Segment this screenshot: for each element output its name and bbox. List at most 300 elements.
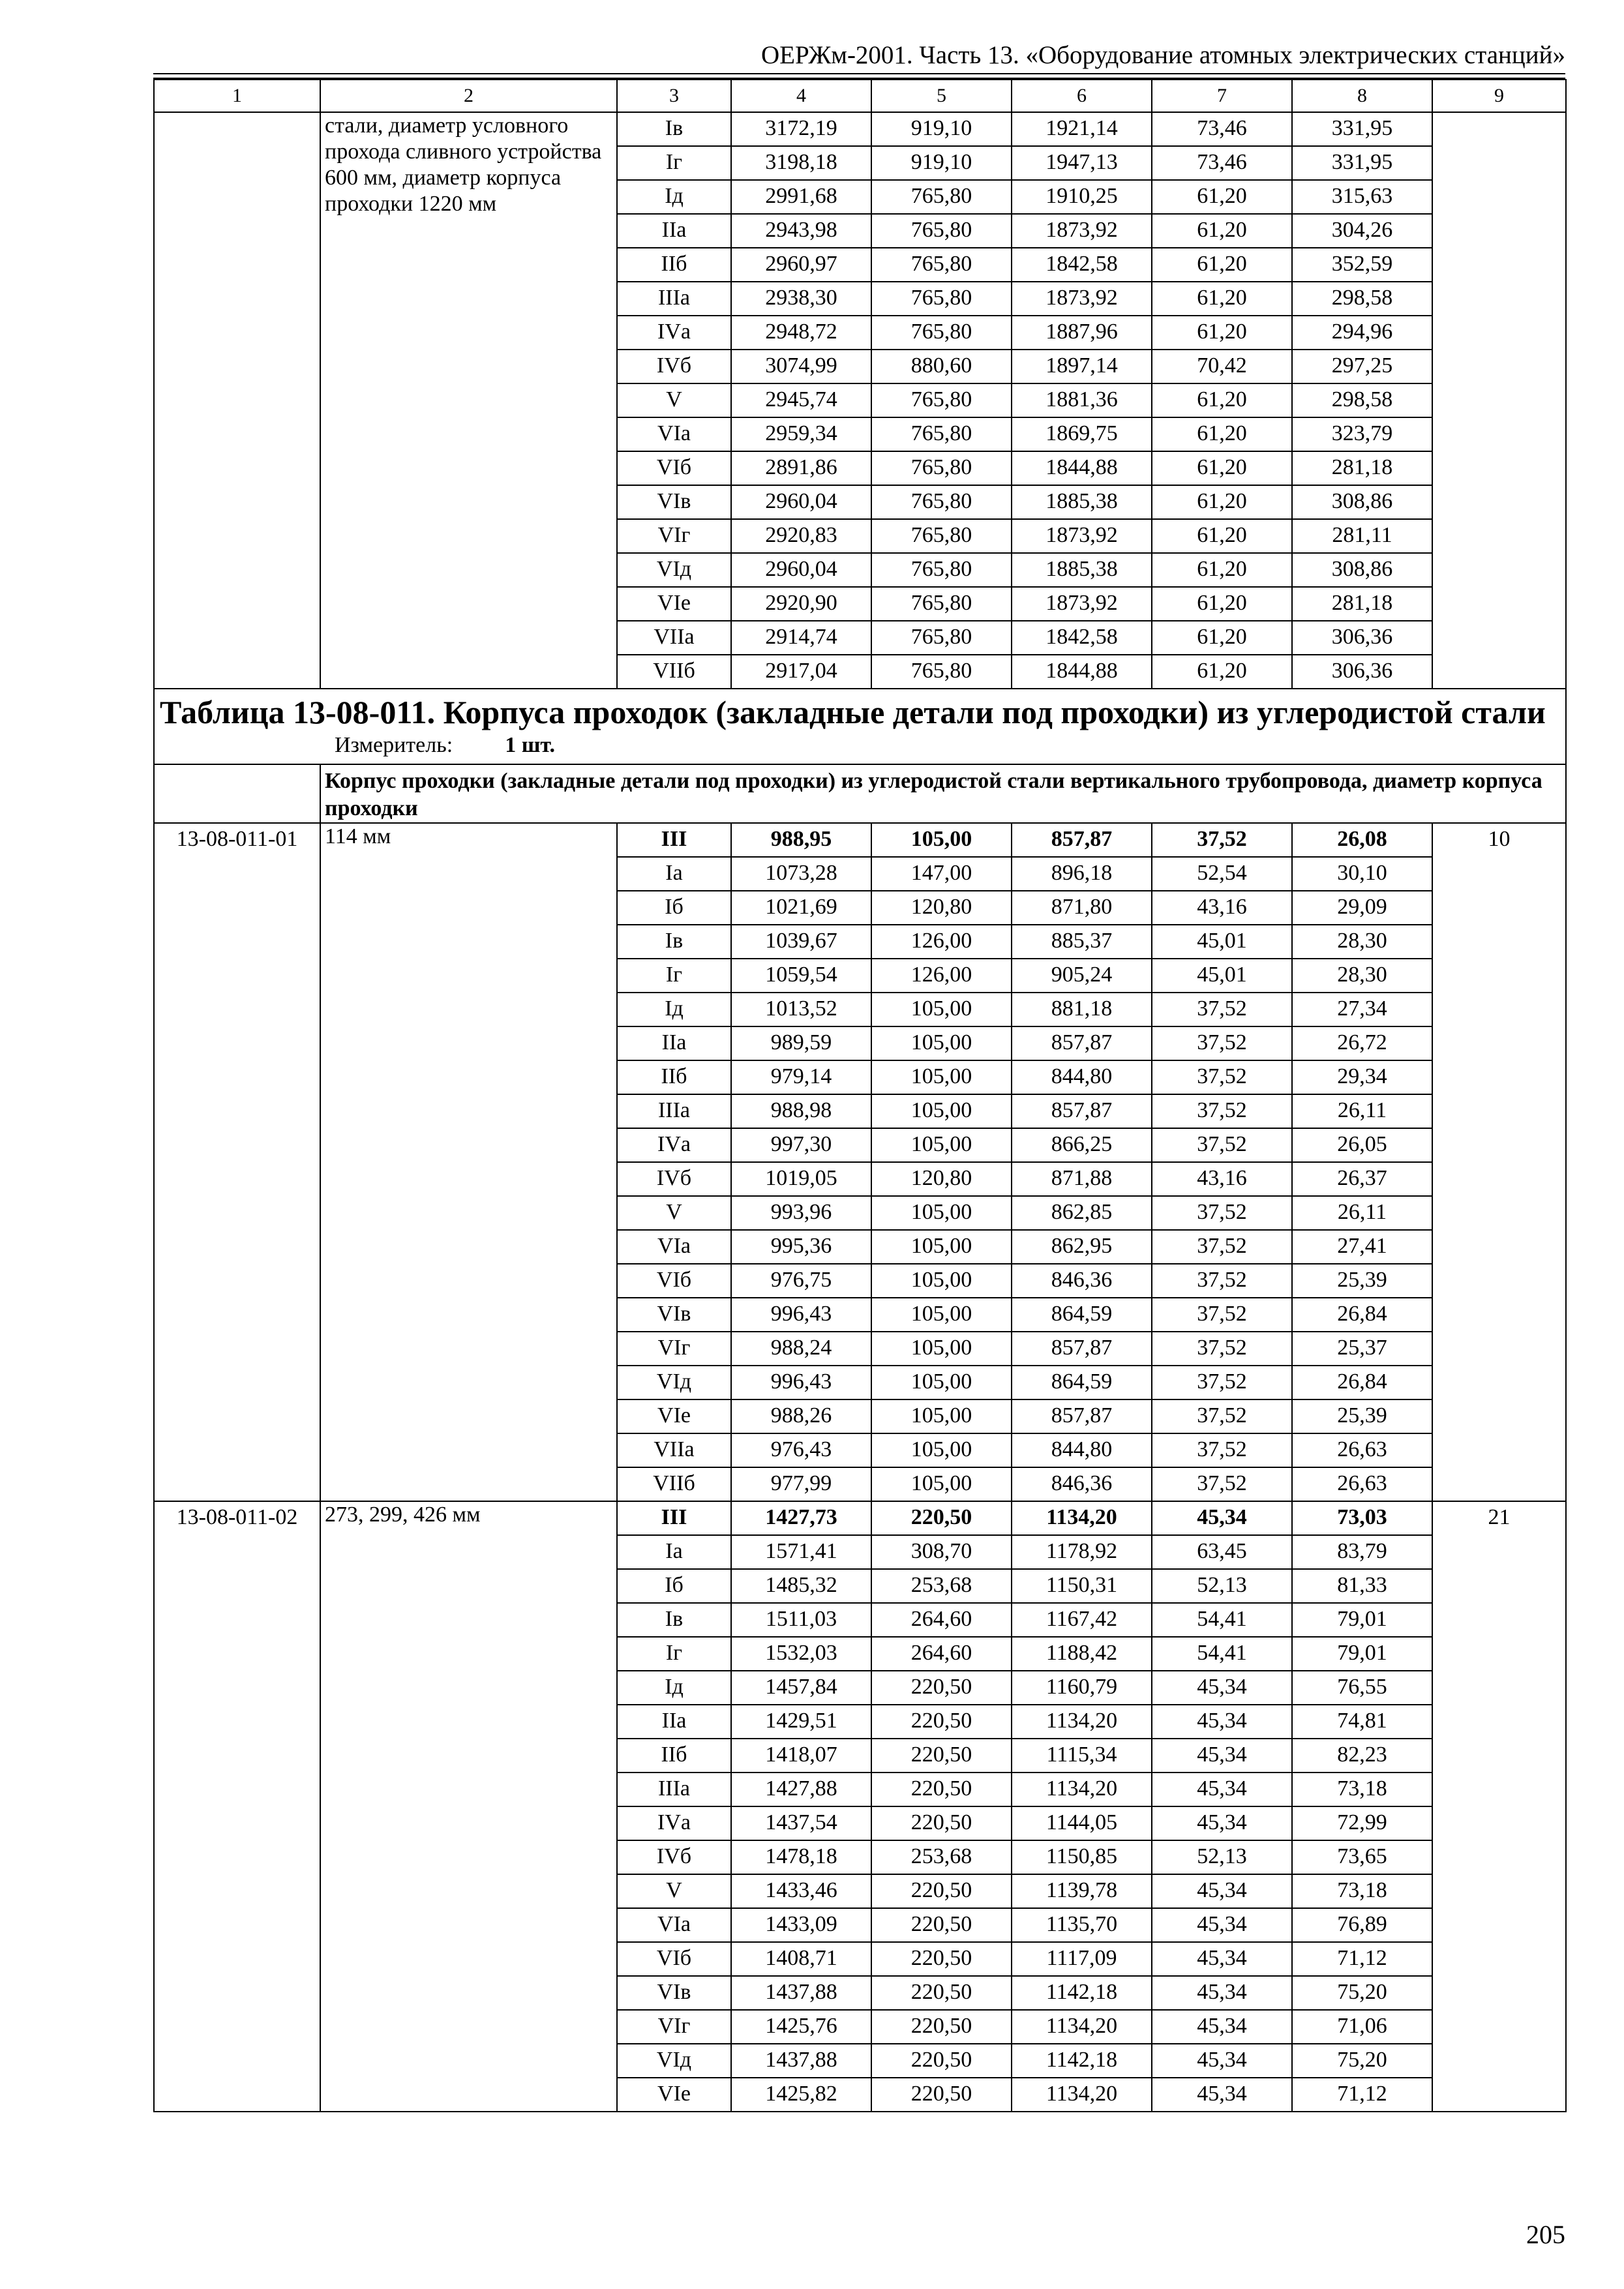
value-cell: 1947,13 xyxy=(1012,146,1152,180)
value-cell: 308,70 xyxy=(871,1535,1012,1569)
zone-cell: Iг xyxy=(617,146,731,180)
value-cell: 105,00 xyxy=(871,1332,1012,1366)
zone-cell: VIв xyxy=(617,485,731,519)
zone-cell: VIа xyxy=(617,417,731,451)
zone-cell: Iа xyxy=(617,857,731,891)
value-cell: 864,59 xyxy=(1012,1298,1152,1332)
value-cell: 298,58 xyxy=(1292,383,1432,417)
value-cell: 977,99 xyxy=(731,1467,871,1501)
value-cell: 45,34 xyxy=(1152,1942,1292,1976)
value-cell: 1073,28 xyxy=(731,857,871,891)
value-cell: 26,63 xyxy=(1292,1433,1432,1467)
value-cell: 988,26 xyxy=(731,1399,871,1433)
value-cell: 61,20 xyxy=(1152,451,1292,485)
value-cell: 61,20 xyxy=(1152,553,1292,587)
value-cell: 105,00 xyxy=(871,1128,1012,1162)
value-cell: 105,00 xyxy=(871,1433,1012,1467)
value-cell: 37,52 xyxy=(1152,993,1292,1026)
value-cell: 73,18 xyxy=(1292,1874,1432,1908)
value-cell: 844,80 xyxy=(1012,1060,1152,1094)
code-cell: 13-08-011-02 xyxy=(154,1501,320,2112)
value-cell: 220,50 xyxy=(871,1874,1012,1908)
value-cell: 1844,88 xyxy=(1012,451,1152,485)
value-cell: 765,80 xyxy=(871,553,1012,587)
zone-cell: VIб xyxy=(617,1264,731,1298)
value-cell: 37,52 xyxy=(1152,1467,1292,1501)
value-cell: 220,50 xyxy=(871,2044,1012,2078)
zone-cell: V xyxy=(617,1874,731,1908)
zone-cell: VIв xyxy=(617,1298,731,1332)
subheader-row xyxy=(154,764,1566,823)
col9-cell: 10 xyxy=(1432,823,1566,1501)
value-cell: 37,52 xyxy=(1152,1264,1292,1298)
value-cell: 995,36 xyxy=(731,1230,871,1264)
value-cell: 105,00 xyxy=(871,823,1012,857)
value-cell: 857,87 xyxy=(1012,1399,1152,1433)
value-cell: 45,34 xyxy=(1152,2044,1292,2078)
description-cell: 114 мм xyxy=(320,823,617,1501)
header-rule xyxy=(153,73,1565,74)
value-cell: 45,34 xyxy=(1152,1908,1292,1942)
value-cell: 37,52 xyxy=(1152,1128,1292,1162)
value-cell: 1150,85 xyxy=(1012,1840,1152,1874)
value-cell: 862,85 xyxy=(1012,1196,1152,1230)
value-cell: 2938,30 xyxy=(731,282,871,316)
value-cell: 1167,42 xyxy=(1012,1603,1152,1637)
value-cell: 25,39 xyxy=(1292,1264,1432,1298)
value-cell: 73,03 xyxy=(1292,1501,1432,1535)
value-cell: 1887,96 xyxy=(1012,316,1152,350)
value-cell: 52,54 xyxy=(1152,857,1292,891)
value-cell: 294,96 xyxy=(1292,316,1432,350)
value-cell: 105,00 xyxy=(871,1399,1012,1433)
value-cell: 880,60 xyxy=(871,350,1012,383)
value-cell: 1059,54 xyxy=(731,959,871,993)
value-cell: 45,34 xyxy=(1152,1501,1292,1535)
value-cell: 220,50 xyxy=(871,2078,1012,2112)
value-cell: 308,86 xyxy=(1292,485,1432,519)
value-cell: 988,24 xyxy=(731,1332,871,1366)
value-cell: 253,68 xyxy=(871,1840,1012,1874)
value-cell: 979,14 xyxy=(731,1060,871,1094)
zone-cell: VIIа xyxy=(617,1433,731,1467)
column-number: 8 xyxy=(1292,80,1432,112)
value-cell: 61,20 xyxy=(1152,248,1292,282)
value-cell: 45,34 xyxy=(1152,1874,1292,1908)
value-cell: 120,80 xyxy=(871,891,1012,925)
value-cell: 105,00 xyxy=(871,1196,1012,1230)
value-cell: 220,50 xyxy=(871,1806,1012,1840)
value-cell: 26,84 xyxy=(1292,1298,1432,1332)
zone-cell: Iд xyxy=(617,180,731,214)
value-cell: 765,80 xyxy=(871,383,1012,417)
value-cell: 1134,20 xyxy=(1012,2010,1152,2044)
value-cell: 2917,04 xyxy=(731,655,871,689)
column-number: 5 xyxy=(871,80,1012,112)
value-cell: 52,13 xyxy=(1152,1569,1292,1603)
zone-cell: IVб xyxy=(617,1162,731,1196)
value-cell: 220,50 xyxy=(871,2010,1012,2044)
value-cell: 306,36 xyxy=(1292,655,1432,689)
table-title: Таблица 13-08-011. Корпуса проходок (закладные детали под проходки) из углеродистой стали xyxy=(160,694,1546,730)
value-cell: 3198,18 xyxy=(731,146,871,180)
value-cell: 1457,84 xyxy=(731,1671,871,1705)
value-cell: 765,80 xyxy=(871,180,1012,214)
value-cell: 82,23 xyxy=(1292,1739,1432,1773)
value-cell: 765,80 xyxy=(871,214,1012,248)
value-cell: 26,37 xyxy=(1292,1162,1432,1196)
zone-cell: IIIа xyxy=(617,1094,731,1128)
value-cell: 25,39 xyxy=(1292,1399,1432,1433)
value-cell: 73,65 xyxy=(1292,1840,1432,1874)
value-cell: 857,87 xyxy=(1012,1332,1152,1366)
zone-cell: IIб xyxy=(617,248,731,282)
value-cell: 27,34 xyxy=(1292,993,1432,1026)
value-cell: 1485,32 xyxy=(731,1569,871,1603)
value-cell: 315,63 xyxy=(1292,180,1432,214)
code-cell: 13-08-011-01 xyxy=(154,823,320,1501)
value-cell: 61,20 xyxy=(1152,655,1292,689)
zone-cell: IIб xyxy=(617,1060,731,1094)
value-cell: 37,52 xyxy=(1152,1399,1292,1433)
zone-cell: IIIа xyxy=(617,1773,731,1806)
value-cell: 54,41 xyxy=(1152,1603,1292,1637)
value-cell: 919,10 xyxy=(871,146,1012,180)
value-cell: 866,25 xyxy=(1012,1128,1152,1162)
value-cell: 1873,92 xyxy=(1012,587,1152,621)
value-cell: 1142,18 xyxy=(1012,2044,1152,2078)
zone-cell: IIа xyxy=(617,214,731,248)
zone-cell: III xyxy=(617,823,731,857)
zone-cell: Iв xyxy=(617,925,731,959)
value-cell: 26,72 xyxy=(1292,1026,1432,1060)
value-cell: 29,34 xyxy=(1292,1060,1432,1094)
value-cell: 61,20 xyxy=(1152,417,1292,451)
value-cell: 105,00 xyxy=(871,1366,1012,1399)
value-cell: 70,42 xyxy=(1152,350,1292,383)
value-cell: 76,55 xyxy=(1292,1671,1432,1705)
column-number: 2 xyxy=(320,80,617,112)
zone-cell: VIв xyxy=(617,1976,731,2010)
zone-cell: V xyxy=(617,383,731,417)
zone-cell: IVа xyxy=(617,316,731,350)
value-cell: 61,20 xyxy=(1152,485,1292,519)
value-cell: 1429,51 xyxy=(731,1705,871,1739)
value-cell: 1418,07 xyxy=(731,1739,871,1773)
value-cell: 1134,20 xyxy=(1012,1501,1152,1535)
value-cell: 3172,19 xyxy=(731,112,871,146)
value-cell: 220,50 xyxy=(871,1501,1012,1535)
value-cell: 220,50 xyxy=(871,1773,1012,1806)
zone-cell: Iд xyxy=(617,1671,731,1705)
value-cell: 61,20 xyxy=(1152,282,1292,316)
value-cell: 1433,46 xyxy=(731,1874,871,1908)
value-cell: 61,20 xyxy=(1152,316,1292,350)
column-number: 3 xyxy=(617,80,731,112)
value-cell: 844,80 xyxy=(1012,1433,1152,1467)
value-cell: 37,52 xyxy=(1152,1196,1292,1230)
value-cell: 996,43 xyxy=(731,1366,871,1399)
zone-cell: Iв xyxy=(617,1603,731,1637)
value-cell: 264,60 xyxy=(871,1603,1012,1637)
zone-cell: IVа xyxy=(617,1128,731,1162)
value-cell: 45,34 xyxy=(1152,1671,1292,1705)
value-cell: 1478,18 xyxy=(731,1840,871,1874)
value-cell: 25,37 xyxy=(1292,1332,1432,1366)
value-cell: 73,46 xyxy=(1152,146,1292,180)
value-cell: 976,43 xyxy=(731,1433,871,1467)
value-cell: 988,95 xyxy=(731,823,871,857)
value-cell: 120,80 xyxy=(871,1162,1012,1196)
value-cell: 61,20 xyxy=(1152,180,1292,214)
zone-cell: V xyxy=(617,1196,731,1230)
value-cell: 105,00 xyxy=(871,1264,1012,1298)
value-cell: 61,20 xyxy=(1152,214,1292,248)
table-row xyxy=(154,112,1566,146)
measure-line xyxy=(335,731,1560,760)
value-cell: 308,86 xyxy=(1292,553,1432,587)
value-cell: 1511,03 xyxy=(731,1603,871,1637)
value-cell: 1571,41 xyxy=(731,1535,871,1569)
value-cell: 45,34 xyxy=(1152,1976,1292,2010)
subheader-cell: Корпус проходки (закладные детали под проходки) из углеродистой стали вертикального трубопровода, диаметр корпуса проходки xyxy=(320,764,1566,823)
zone-cell: VIб xyxy=(617,1942,731,1976)
value-cell: 37,52 xyxy=(1152,1332,1292,1366)
value-cell: 1134,20 xyxy=(1012,2078,1152,2112)
value-cell: 43,16 xyxy=(1152,1162,1292,1196)
zone-cell: Iг xyxy=(617,959,731,993)
value-cell: 1873,92 xyxy=(1012,282,1152,316)
value-cell: 26,11 xyxy=(1292,1196,1432,1230)
running-header: ОЕРЖм-2001. Часть 13. «Оборудование атомных электрических станций» xyxy=(761,41,1565,69)
value-cell: 281,18 xyxy=(1292,587,1432,621)
value-cell: 61,20 xyxy=(1152,587,1292,621)
zone-cell: VIа xyxy=(617,1908,731,1942)
column-number: 1 xyxy=(154,80,320,112)
value-cell: 52,13 xyxy=(1152,1840,1292,1874)
value-cell: 1437,88 xyxy=(731,1976,871,2010)
table-title-cell xyxy=(154,689,1566,764)
value-cell: 993,96 xyxy=(731,1196,871,1230)
value-cell: 996,43 xyxy=(731,1298,871,1332)
zone-cell: III xyxy=(617,1501,731,1535)
value-cell: 73,46 xyxy=(1152,112,1292,146)
value-cell: 304,26 xyxy=(1292,214,1432,248)
value-cell: 81,33 xyxy=(1292,1569,1432,1603)
value-cell: 988,98 xyxy=(731,1094,871,1128)
value-cell: 45,34 xyxy=(1152,2078,1292,2112)
value-cell: 1188,42 xyxy=(1012,1637,1152,1671)
value-cell: 220,50 xyxy=(871,1942,1012,1976)
value-cell: 306,36 xyxy=(1292,621,1432,655)
value-cell: 765,80 xyxy=(871,282,1012,316)
value-cell: 105,00 xyxy=(871,1094,1012,1128)
value-cell: 73,18 xyxy=(1292,1773,1432,1806)
value-cell: 37,52 xyxy=(1152,823,1292,857)
value-cell: 28,30 xyxy=(1292,925,1432,959)
zone-cell: Iв xyxy=(617,112,731,146)
value-cell: 765,80 xyxy=(871,451,1012,485)
value-cell: 2945,74 xyxy=(731,383,871,417)
value-cell: 1021,69 xyxy=(731,891,871,925)
value-cell: 1869,75 xyxy=(1012,417,1152,451)
value-cell: 352,59 xyxy=(1292,248,1432,282)
value-cell: 72,99 xyxy=(1292,1806,1432,1840)
value-cell: 220,50 xyxy=(871,1976,1012,2010)
value-cell: 765,80 xyxy=(871,655,1012,689)
zone-cell: VIIб xyxy=(617,655,731,689)
zone-cell: Iа xyxy=(617,1535,731,1569)
value-cell: 1437,54 xyxy=(731,1806,871,1840)
value-cell: 61,20 xyxy=(1152,621,1292,655)
value-cell: 37,52 xyxy=(1152,1298,1292,1332)
value-cell: 997,30 xyxy=(731,1128,871,1162)
value-cell: 71,12 xyxy=(1292,2078,1432,2112)
value-cell: 2960,97 xyxy=(731,248,871,282)
value-cell: 1160,79 xyxy=(1012,1671,1152,1705)
value-cell: 220,50 xyxy=(871,1671,1012,1705)
value-cell: 846,36 xyxy=(1012,1467,1152,1501)
value-cell: 45,01 xyxy=(1152,925,1292,959)
zone-cell: IIIа xyxy=(617,282,731,316)
value-cell: 105,00 xyxy=(871,993,1012,1026)
value-cell: 2960,04 xyxy=(731,553,871,587)
zone-cell: IIб xyxy=(617,1739,731,1773)
value-cell: 2991,68 xyxy=(731,180,871,214)
zone-cell: Iг xyxy=(617,1637,731,1671)
value-cell: 45,34 xyxy=(1152,1773,1292,1806)
value-cell: 45,34 xyxy=(1152,1705,1292,1739)
value-cell: 220,50 xyxy=(871,1739,1012,1773)
estimate-table xyxy=(153,79,1567,2112)
value-cell: 43,16 xyxy=(1152,891,1292,925)
value-cell: 1842,58 xyxy=(1012,621,1152,655)
value-cell: 1873,92 xyxy=(1012,214,1152,248)
value-cell: 105,00 xyxy=(871,1467,1012,1501)
table-row xyxy=(154,823,1566,857)
value-cell: 1437,88 xyxy=(731,2044,871,2078)
zone-cell: Iб xyxy=(617,891,731,925)
value-cell: 857,87 xyxy=(1012,1094,1152,1128)
zone-cell: VIг xyxy=(617,2010,731,2044)
value-cell: 105,00 xyxy=(871,1060,1012,1094)
value-cell: 26,11 xyxy=(1292,1094,1432,1128)
value-cell: 2891,86 xyxy=(731,451,871,485)
measure-value: 1 шт. xyxy=(505,733,556,757)
description-cell: стали, диаметр условного прохода сливного устройства 600 мм, диаметр корпуса проходки 1220 мм xyxy=(320,112,617,689)
value-cell: 862,95 xyxy=(1012,1230,1152,1264)
value-cell: 857,87 xyxy=(1012,1026,1152,1060)
value-cell: 75,20 xyxy=(1292,1976,1432,2010)
value-cell: 79,01 xyxy=(1292,1637,1432,1671)
value-cell: 264,60 xyxy=(871,1637,1012,1671)
value-cell: 1842,58 xyxy=(1012,248,1152,282)
value-cell: 765,80 xyxy=(871,519,1012,553)
description-cell: 273, 299, 426 мм xyxy=(320,1501,617,2112)
value-cell: 331,95 xyxy=(1292,146,1432,180)
value-cell: 74,81 xyxy=(1292,1705,1432,1739)
value-cell: 1134,20 xyxy=(1012,1773,1152,1806)
value-cell: 2960,04 xyxy=(731,485,871,519)
value-cell: 1115,34 xyxy=(1012,1739,1152,1773)
value-cell: 26,63 xyxy=(1292,1467,1432,1501)
code-cell xyxy=(154,764,320,823)
value-cell: 1881,36 xyxy=(1012,383,1152,417)
value-cell: 298,58 xyxy=(1292,282,1432,316)
value-cell: 71,12 xyxy=(1292,1942,1432,1976)
value-cell: 881,18 xyxy=(1012,993,1152,1026)
value-cell: 1178,92 xyxy=(1012,1535,1152,1569)
value-cell: 1897,14 xyxy=(1012,350,1152,383)
zone-cell: VIе xyxy=(617,2078,731,2112)
value-cell: 1144,05 xyxy=(1012,1806,1152,1840)
value-cell: 857,87 xyxy=(1012,823,1152,857)
code-cell xyxy=(154,112,320,689)
value-cell: 61,20 xyxy=(1152,383,1292,417)
value-cell: 896,18 xyxy=(1012,857,1152,891)
value-cell: 297,25 xyxy=(1292,350,1432,383)
value-cell: 1013,52 xyxy=(731,993,871,1026)
value-cell: 331,95 xyxy=(1292,112,1432,146)
value-cell: 989,59 xyxy=(731,1026,871,1060)
value-cell: 1433,09 xyxy=(731,1908,871,1942)
value-cell: 1921,14 xyxy=(1012,112,1152,146)
value-cell: 105,00 xyxy=(871,1026,1012,1060)
zone-cell: VIд xyxy=(617,2044,731,2078)
value-cell: 37,52 xyxy=(1152,1230,1292,1264)
value-cell: 1134,20 xyxy=(1012,1705,1152,1739)
zone-cell: VIIа xyxy=(617,621,731,655)
value-cell: 765,80 xyxy=(871,621,1012,655)
value-cell: 323,79 xyxy=(1292,417,1432,451)
zone-cell: VIд xyxy=(617,1366,731,1399)
value-cell: 54,41 xyxy=(1152,1637,1292,1671)
value-cell: 45,34 xyxy=(1152,2010,1292,2044)
measure-label: Измеритель: xyxy=(335,733,453,757)
value-cell: 45,34 xyxy=(1152,1806,1292,1840)
zone-cell: VIг xyxy=(617,1332,731,1366)
value-cell: 765,80 xyxy=(871,248,1012,282)
zone-cell: VIе xyxy=(617,587,731,621)
value-cell: 105,00 xyxy=(871,1230,1012,1264)
zone-cell: Iб xyxy=(617,1569,731,1603)
value-cell: 281,18 xyxy=(1292,451,1432,485)
column-number: 4 xyxy=(731,80,871,112)
value-cell: 765,80 xyxy=(871,417,1012,451)
value-cell: 1142,18 xyxy=(1012,1976,1152,2010)
value-cell: 864,59 xyxy=(1012,1366,1152,1399)
value-cell: 45,01 xyxy=(1152,959,1292,993)
value-cell: 29,09 xyxy=(1292,891,1432,925)
value-cell: 765,80 xyxy=(871,316,1012,350)
value-cell: 37,52 xyxy=(1152,1366,1292,1399)
value-cell: 1039,67 xyxy=(731,925,871,959)
value-cell: 63,45 xyxy=(1152,1535,1292,1569)
zone-cell: VIб xyxy=(617,451,731,485)
column-number: 7 xyxy=(1152,80,1292,112)
zone-cell: Iд xyxy=(617,993,731,1026)
table-row xyxy=(154,1501,1566,1535)
value-cell: 26,08 xyxy=(1292,823,1432,857)
value-cell: 1910,25 xyxy=(1012,180,1152,214)
value-cell: 126,00 xyxy=(871,959,1012,993)
value-cell: 28,30 xyxy=(1292,959,1432,993)
value-cell: 253,68 xyxy=(871,1569,1012,1603)
value-cell: 71,06 xyxy=(1292,2010,1432,2044)
value-cell: 61,20 xyxy=(1152,519,1292,553)
value-cell: 220,50 xyxy=(871,1908,1012,1942)
value-cell: 37,52 xyxy=(1152,1026,1292,1060)
